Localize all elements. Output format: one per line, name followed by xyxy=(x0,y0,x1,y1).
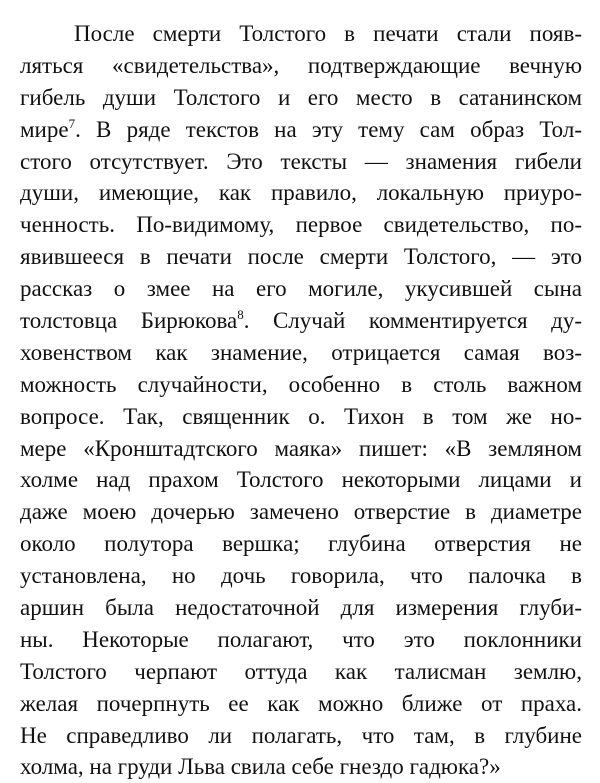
text-line: явившееся в печати после смерти Толстого, — это xyxy=(20,244,582,270)
text-line: Не справедливо ли полагать, что там, в глубине xyxy=(20,722,582,748)
text-line: стого отсутствует. Это тексты — знамения гибели xyxy=(20,148,582,174)
text-line: ны. Некоторые полагают, что это поклонники xyxy=(20,626,582,652)
text-line: желая почерпнуть ее как можно ближе от праха. xyxy=(20,690,582,716)
line-start-text: мире xyxy=(20,116,69,142)
text-line: холма, на груди Льва свила себе гнездо гадюка?» xyxy=(20,754,501,780)
text-line-with-footnote xyxy=(20,305,582,337)
line-rest-text: . Случай комментируется ду- xyxy=(243,308,582,334)
text-line: мере «Кронштадтского маяка» пишет: «В земляном xyxy=(20,435,582,461)
text-line: ляться «свидетельства», подтверждающие вечную xyxy=(20,52,582,78)
line-rest-text: . В ряде текстов на эту тему сам образ Тол- xyxy=(75,116,582,142)
footnote-marker-7: 7 xyxy=(68,115,76,131)
text-line: аршин была недостаточной для измерения глуби- xyxy=(20,595,582,621)
text-line: установлена, но дочь говорила, что палочка в xyxy=(20,563,582,589)
text-line-with-footnote xyxy=(20,114,582,146)
body-paragraph xyxy=(20,18,582,783)
text-line: около полутора вершка; глубина отверстия не xyxy=(20,531,582,557)
text-line: рассказ о змее на его могиле, укусившей сына xyxy=(20,276,582,302)
text-line: ховенством как знамение, отрицается самая воз- xyxy=(20,339,582,365)
text-line: даже моею дочерью замечено отверстие в диаметре xyxy=(20,499,582,525)
text-line: души, имеющие, как правило, локальную приуро- xyxy=(20,180,582,206)
text-line: гибель души Толстого и его место в сатанинском xyxy=(20,84,582,110)
text-line: можность случайности, особенно в столь важном xyxy=(20,371,582,397)
text-line: ченность. По-видимому, первое свидетельство, по- xyxy=(20,212,582,238)
text-line: вопросе. Так, священник о. Тихон в том же но- xyxy=(20,403,582,429)
line-start-text: толстовца Бирюкова xyxy=(20,308,238,334)
text-line: Толстого черпают оттуда как талисман землю, xyxy=(20,658,582,684)
footnote-marker-8: 8 xyxy=(237,307,244,323)
text-line: После смерти Толстого в печати стали появ- xyxy=(74,21,582,46)
text-line: холме над прахом Толстого некоторыми лицами и xyxy=(20,467,582,493)
